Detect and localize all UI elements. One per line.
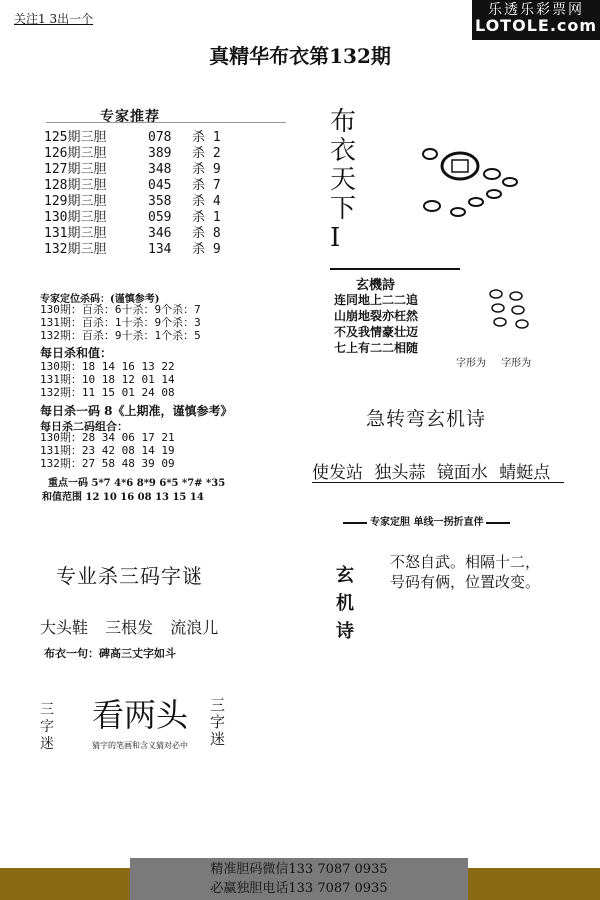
riddle-item: 使发站 <box>312 463 363 483</box>
expert-row: 125期三胆 078 杀 1 <box>44 130 221 145</box>
list-item: 130期：28 34 06 17 21 <box>40 431 175 444</box>
sum-range: 和值范围 12 10 16 08 13 15 14 <box>42 492 204 503</box>
riddle-left-label: 三字迷 <box>40 702 54 752</box>
expert-row: 126期三胆 389 杀 2 <box>44 146 221 161</box>
vertical-char: 下 <box>330 194 357 224</box>
expert-row: 127期三胆 348 杀 9 <box>44 162 221 177</box>
riddle-item: 独头蒜 <box>374 463 426 483</box>
divider <box>330 268 460 270</box>
footer-contact <box>130 858 468 900</box>
turn-riddle-title: 急转弯玄机诗 <box>366 408 487 430</box>
list-item: 132期：27 58 48 39 09 <box>40 457 175 470</box>
riddle-word: 大头鞋 <box>40 618 89 637</box>
xuanji-vertical <box>336 562 358 646</box>
poem-line: 号码有俩，位置改变。 <box>390 573 541 591</box>
expert-row: 129期三胆 358 杀 4 <box>44 194 221 209</box>
contact-phone: 必赢独胆电话133 7087 0935 <box>210 881 388 896</box>
poem-line: 不怒自武。相隔十二， <box>390 553 541 571</box>
poem-line: 七上有二二相随 <box>334 341 419 355</box>
list-item: 132期：百杀：9十杀：1个杀：5 <box>40 329 201 342</box>
vertical-char: 衣 <box>330 136 357 166</box>
riddle-item: 镜面水 <box>436 463 488 483</box>
expert-row: 131期三胆 346 杀 8 <box>44 226 221 241</box>
site-watermark <box>472 0 600 40</box>
two-code-list <box>40 431 175 470</box>
vertical-char: 玄 <box>336 565 354 586</box>
vertical-char: 诗 <box>336 621 354 642</box>
riddle-title: 专业杀三码字谜 <box>56 564 203 588</box>
expert-list <box>44 130 221 258</box>
mystic-poem <box>334 292 418 356</box>
list-item: 131期：10 18 12 01 14 <box>40 373 175 386</box>
expert-row: 130期三胆 059 杀 1 <box>44 210 221 225</box>
riddle-word: 三根发 <box>105 618 154 637</box>
mystic-poem-title: 玄機詩 <box>356 278 396 293</box>
dash-left <box>343 522 367 524</box>
vertical-char: I <box>330 223 341 253</box>
chain-rings-illustration <box>414 140 534 230</box>
position-list <box>40 303 201 342</box>
list-item: 131期：百杀：1十杀：9个杀：3 <box>40 316 201 329</box>
divider <box>46 122 286 123</box>
sum-title: 每日杀和值： <box>40 346 113 360</box>
riddle-words <box>40 615 230 638</box>
poem-line: 山崩地裂亦枉然 <box>334 309 419 323</box>
expert-dingdan <box>340 513 513 528</box>
watermark-cn: 乐透乐彩票网 <box>488 2 584 18</box>
zixing-label: 字形为 <box>501 358 532 369</box>
riddle-item: 蜻蜓点 <box>499 463 551 483</box>
buyi-sentence: 布衣一句：碑高三丈字如斗 <box>44 647 176 660</box>
poem-line: 不及我情豪壮迈 <box>334 325 419 339</box>
poem-line: 连同地上二二追 <box>334 293 419 307</box>
two-code-title: 每日杀二码组合： <box>40 420 128 433</box>
coins-illustration <box>484 288 540 338</box>
riddle-right-label: 三字迷 <box>210 696 226 748</box>
riddle-guess-note: 猜字的笔画和含义猜对必中 <box>92 741 188 750</box>
position-title: 专家定位杀码：(谨慎参考) <box>40 294 160 305</box>
divider <box>312 482 564 483</box>
vertical-char: 机 <box>336 593 354 614</box>
list-item: 132期：11 15 01 24 08 <box>40 386 175 399</box>
turn-riddle-items <box>312 458 556 483</box>
vertical-char: 天 <box>330 165 357 195</box>
expert-row: 128期三胆 045 杀 7 <box>44 178 221 193</box>
buyi-tianxia-vertical <box>330 108 360 253</box>
zixing-label: 字形为 <box>456 358 486 369</box>
riddle-word: 流浪儿 <box>170 618 219 637</box>
list-item: 130期：百杀：6十杀：9个杀：7 <box>40 303 201 316</box>
list-item: 131期：23 42 08 14 19 <box>40 444 175 457</box>
xuanji-poem <box>390 552 540 592</box>
sum-list <box>40 360 175 399</box>
dash-right <box>486 522 510 524</box>
watermark-en: LOTOLE.com <box>474 15 598 35</box>
expert-row: 132期三胆 134 杀 9 <box>44 242 221 257</box>
follow-note: 关注1 3出一个 <box>14 12 94 26</box>
zixing-labels <box>456 354 543 369</box>
contact-wechat: 精准胆码微信133 7087 0935 <box>210 862 388 877</box>
list-item: 130期：18 14 16 13 22 <box>40 360 175 373</box>
kill-one-code: 每日杀一码 8《上期准，谨慎参考》 <box>40 404 233 418</box>
riddle-center: 看两头 <box>92 696 189 734</box>
page-title: 真精华布衣第132期 <box>209 44 391 68</box>
dingdan-text: 专家定胆 单线一拐折直伴 <box>370 517 484 528</box>
key-group: 重点一码 5*7 4*6 8*9 6*5 *7# *35 <box>48 478 226 489</box>
vertical-char: 布 <box>330 107 357 137</box>
expert-title: 专家推荐 <box>100 109 160 125</box>
